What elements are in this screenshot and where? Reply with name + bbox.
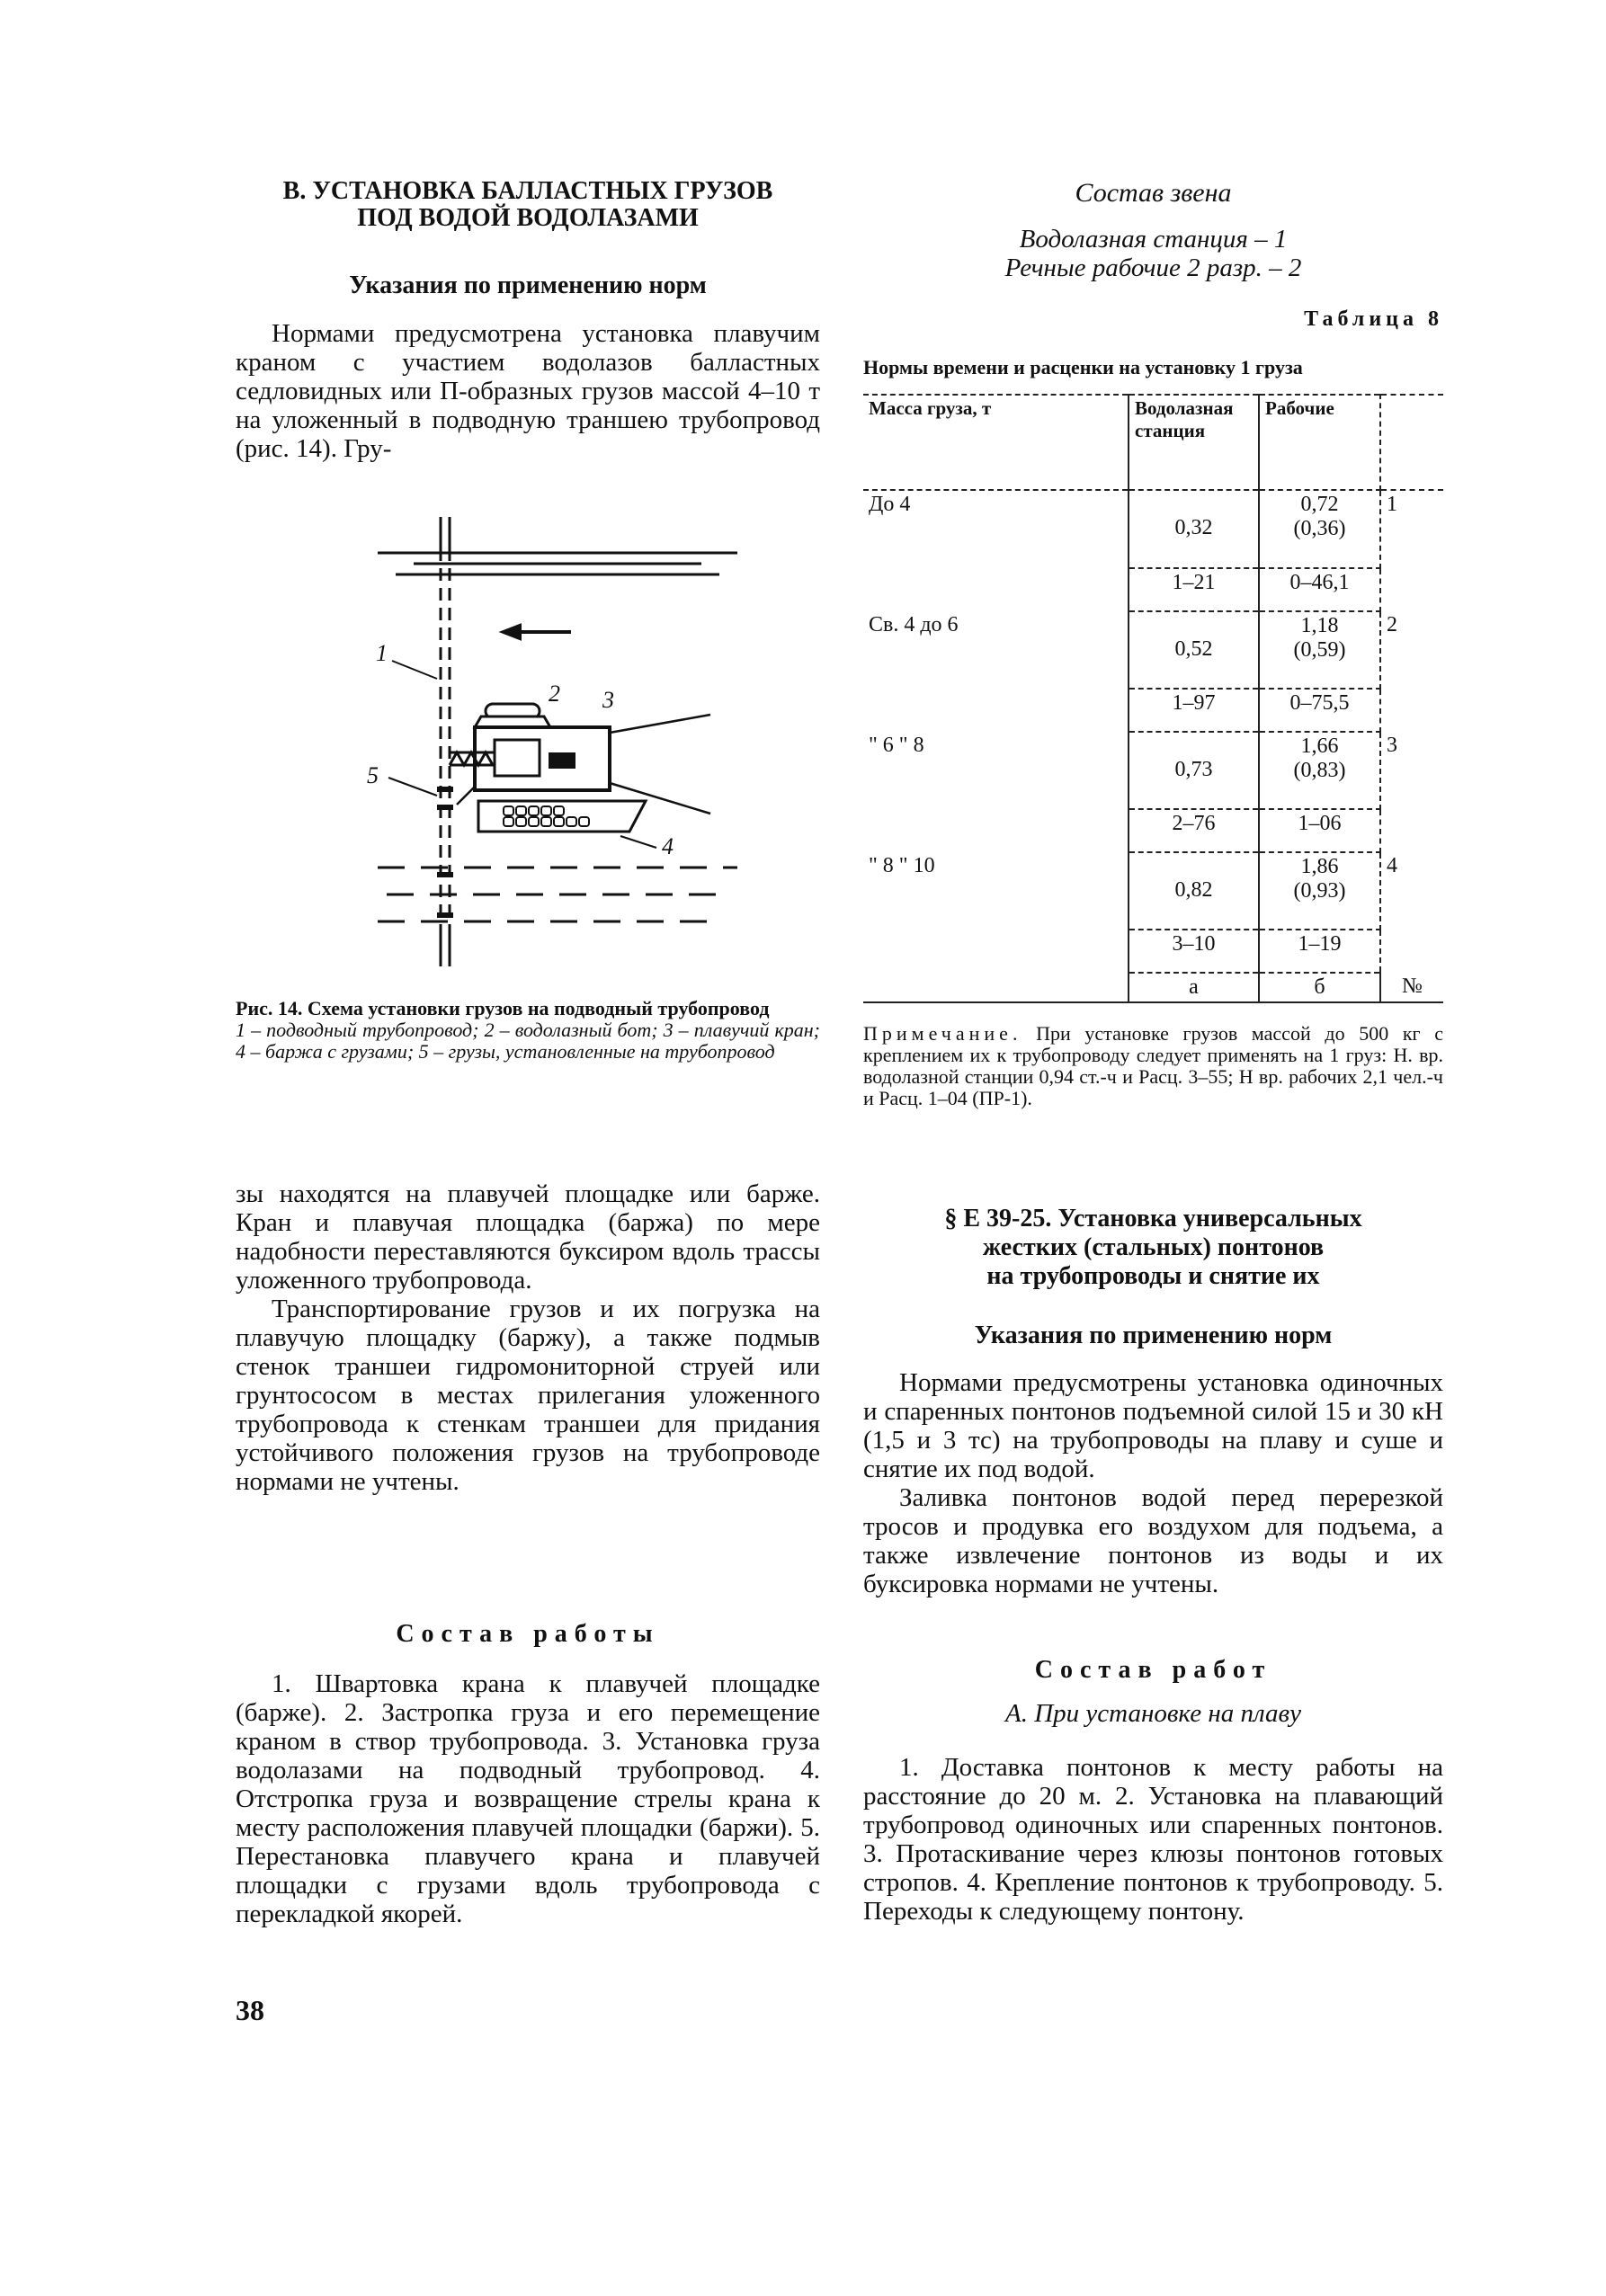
intro-paragraph: [236, 319, 820, 463]
section-title-line-1: В. УСТАНОВКА БАЛЛАСТНЫХ ГРУЗОВ: [282, 177, 773, 205]
work-paragraph-left: [236, 1669, 820, 1928]
workers-norm-paren: (0,59): [1293, 638, 1346, 662]
work-paragraph-right-text: 1. Доставка понтонов к месту работы на расстояние до 20 м. 2. Установка на плавающий трубопровод одиночных или спаренных понтонов. 3. Протаскивание через клюзы понтонов готовых стропов. 4. Крепление понтонов к трубопроводу. 5. Переходы к следующему понтону.: [863, 1753, 1443, 1926]
footer-cell-num: №: [1402, 974, 1423, 998]
workers-norm-value: 1,66: [1300, 734, 1339, 758]
section-title-right: [863, 1205, 1443, 1291]
cell-diver-norm: 0,73: [1129, 732, 1259, 809]
cell-diver-rate: 1–97: [1129, 689, 1259, 732]
table-header-mass: Масса груза, т: [863, 395, 1129, 490]
cell-workers-rate: 1–06: [1259, 809, 1380, 852]
guidance-heading-right: Указания по применению норм: [974, 1322, 1333, 1349]
cell-num: 4: [1387, 854, 1397, 877]
cell-num: 2: [1387, 613, 1397, 636]
work-paragraph-left-text: 1. Швартовка крана к плавучей площадке (барже). 2. Застропка груза и его перемещение краном в створ трубопровода. 3. Установка груза водолазами на подводный трубопровод. 4. Отстропка груза и возвращение стрелы крана к месту расположения плавучей площадки (баржи). 5. Перестановка плавучего крана и плавучей площадки с грузами вдоль трубопровода с перекладкой якорей.: [236, 1669, 820, 1928]
workers-norm-value: 1,86: [1300, 855, 1339, 878]
cell-workers-norm: [1259, 852, 1380, 930]
work-heading-left: Состав работы: [396, 1620, 660, 1648]
section-title: [236, 178, 820, 232]
continued-text: [236, 1179, 820, 1496]
section-title-line-2: ПОД ВОДОЙ ВОДОЛАЗАМИ: [357, 204, 699, 232]
cell-mass: " 8 " 10: [863, 852, 1129, 973]
section-title-right-line-2: жестких (стальных) понтонов: [982, 1233, 1325, 1261]
guidance-heading-left: Указания по применению норм: [349, 271, 707, 299]
table-row: [863, 852, 1443, 930]
right-paragraph-2: Заливка понтонов водой перед перерезкой тросов и продувка его воздухом для подъема, а также извлечение понтонов из воды и их буксировка нормами не учтены.: [863, 1483, 1443, 1598]
workers-norm-value: 1,18: [1300, 614, 1339, 637]
work-subheading-right: А. При установке на плаву: [1005, 1699, 1301, 1728]
cell-diver-norm: 0,32: [1129, 490, 1259, 568]
workers-norm-value: 0,72: [1300, 493, 1339, 516]
footer-cell-b: б: [1259, 973, 1380, 1002]
cell-workers-rate: 1–19: [1259, 930, 1380, 973]
norms-table-grid: [863, 394, 1443, 1003]
cell-diver-norm: 0,82: [1129, 852, 1259, 930]
intro-paragraph-text: Нормами предусмотрена установка плавучим краном с участием водолазов балластных седловидных или П-образных грузов массой 4–10 т на уложенный в подводную траншею трубопровод (рис. 14). Гру-: [236, 319, 820, 463]
right-paragraphs: [863, 1368, 1443, 1598]
cell-workers-norm: [1259, 611, 1380, 689]
crew-line-2: Речные рабочие 2 разр. – 2: [1004, 254, 1302, 282]
cell-diver-rate: 3–10: [1129, 930, 1259, 973]
footer-cell-a: а: [1129, 973, 1259, 1002]
cell-workers-norm: [1259, 490, 1380, 568]
work-paragraph-right: [863, 1753, 1443, 1926]
continued-paragraph-2: Транспортирование грузов и их погрузка на плавучую площадку (баржу), а также подмыв стенок траншеи гидромониторной струей или грунтососом в местах прилегания уложенного трубопровода к стенкам траншеи для придания устойчивого положения грузов на трубопроводе нормами не учтены.: [236, 1295, 820, 1496]
figure-14-diagram: [360, 517, 755, 966]
crew-line-1: Водолазная станция – 1: [1019, 225, 1288, 254]
table-header-num: [1380, 395, 1443, 490]
work-heading-right: Состав работ: [1034, 1656, 1272, 1684]
figure-label-4: 4: [662, 833, 674, 859]
table-header-workers: Рабочие: [1259, 395, 1380, 490]
cell-workers-norm: [1259, 732, 1380, 809]
table-header-diver: Водолазная станция: [1129, 395, 1259, 490]
table-row: [863, 490, 1443, 568]
note-label: Примечание.: [863, 1022, 1022, 1045]
section-title-right-line-3: на трубопроводы и снятие их: [986, 1262, 1320, 1290]
norms-table: [863, 394, 1443, 1003]
workers-norm-paren: (0,83): [1293, 759, 1346, 782]
cell-diver-norm: 0,52: [1129, 611, 1259, 689]
workers-norm-paren: (0,36): [1293, 517, 1346, 540]
cell-mass: До 4: [863, 490, 1129, 611]
cell-workers-rate: 0–75,5: [1259, 689, 1380, 732]
table-title: Нормы времени и расценки на установку 1 груза: [863, 356, 1303, 378]
cell-diver-rate: 2–76: [1129, 809, 1259, 852]
section-title-right-line-1: § Е 39-25. Установка универсальных: [944, 1205, 1362, 1233]
table-row: [863, 611, 1443, 689]
workers-norm-paren: (0,93): [1293, 879, 1346, 903]
cell-num: 3: [1387, 734, 1397, 757]
footer-cell-blank: [863, 973, 1129, 1002]
figure-caption-legend: 1 – подводный трубопровод; 2 – водолазный бот; 3 – плавучий кран; 4 – баржа с грузами; 5 – грузы, установленные на трубопровод: [236, 1019, 820, 1063]
continued-paragraph-1: зы находятся на плавучей площадке или барже. Кран и плавучая площадка (баржа) по мере надобности переставляются буксиром вдоль трассы уложенного трубопровода.: [236, 1179, 820, 1295]
figure-caption-title: Рис. 14. Схема установки грузов на подводный трубопровод: [236, 997, 770, 1019]
note-text: При установке грузов массой до 500 кг с креплением их к трубопроводу следует применять на 1 груз: Н. вр. водолазной станции 0,94 ст.-ч и Расц. 3–55; Н вр. рабочих 2,1 чел.-ч и Расц. 1–04 (ПР-1).: [863, 1022, 1443, 1109]
cell-num: 1: [1387, 493, 1397, 516]
figure-label-2: 2: [549, 681, 560, 707]
cell-diver-rate: 1–21: [1129, 568, 1259, 611]
cell-workers-rate: 0–46,1: [1259, 568, 1380, 611]
cell-mass: Св. 4 до 6: [863, 611, 1129, 732]
cell-mass: " 6 " 8: [863, 732, 1129, 852]
table-row: [863, 732, 1443, 809]
crew-list: [863, 225, 1443, 282]
table-label: Таблица 8: [1304, 307, 1443, 331]
page-number: 38: [236, 1994, 264, 2026]
table-note: [863, 1023, 1443, 1109]
figure-label-1: 1: [376, 640, 388, 666]
right-paragraph-1: Нормами предусмотрены установка одиночных и спаренных понтонов подъемной силой 15 и 30 кН (1,5 и 3 тс) на трубопроводы на плаву и суше и снятие их под водой.: [863, 1368, 1443, 1483]
figure-label-3: 3: [602, 687, 614, 713]
figure-caption: [236, 998, 820, 1063]
crew-heading: Состав звена: [1075, 178, 1232, 208]
figure-label-5: 5: [367, 762, 379, 788]
